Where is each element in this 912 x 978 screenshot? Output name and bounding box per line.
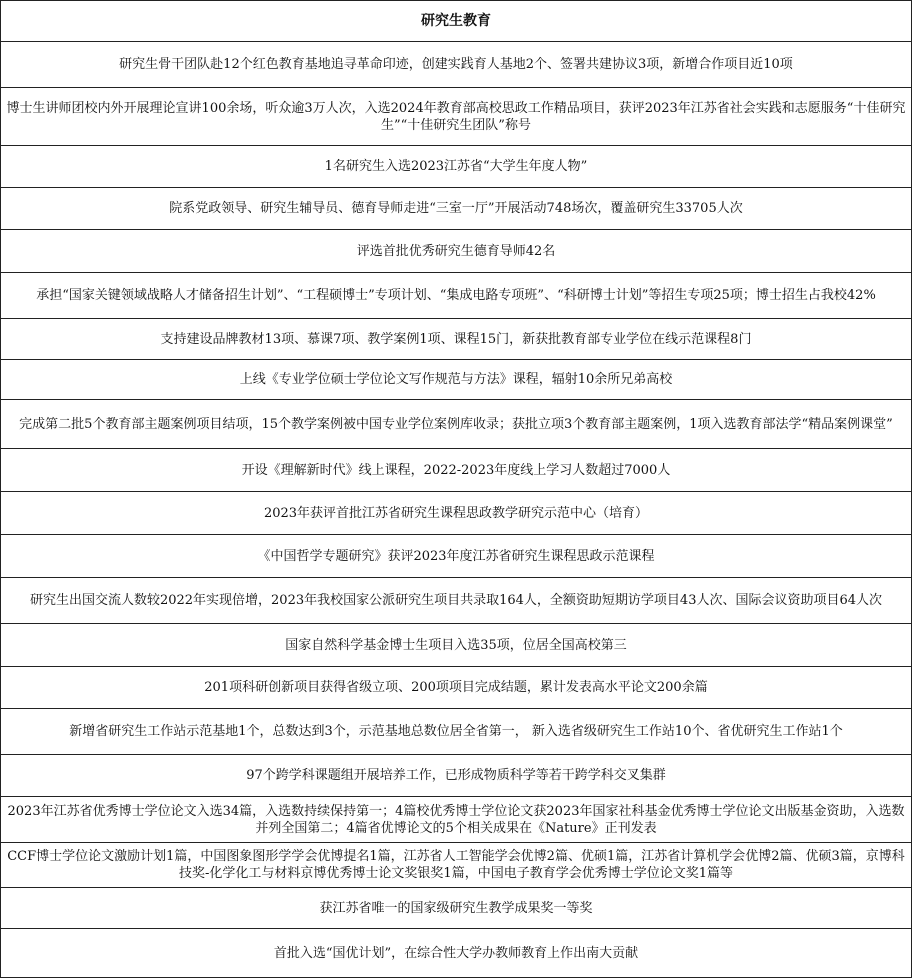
row-text: 开设《理解新时代》线上课程，2022-2023年度线上学习人数超过7000人: [1, 449, 912, 492]
table-row: [1, 400, 912, 449]
table-row: [1, 755, 912, 797]
table-row: [1, 667, 912, 709]
table-row: [1, 888, 912, 929]
row-text: 2023年获评首批江苏省研究生课程思政教学研究示范中心（培育）: [1, 492, 912, 535]
table-title: 研究生教育: [1, 1, 912, 42]
row-text: 97个跨学科课题组开展培养工作，已形成物质科学等若干跨学科交叉集群: [1, 755, 912, 797]
row-text: 1名研究生入选2023江苏省“大学生年度人物”: [1, 146, 912, 188]
table-row: [1, 88, 912, 146]
table-row: [1, 535, 912, 578]
row-text: 研究生出国交流人数较2022年实现倍增，2023年我校国家公派研究生项目共录取164人，全额资助短期访学项目43人次、国际会议资助项目64人次: [1, 578, 912, 624]
row-text: 完成第二批5个教育部主题案例项目结项，15个教学案例被中国专业学位案例库收录；获批立项3个教育部主题案例，1项入选教育部法学“精品案例课堂”: [1, 400, 912, 449]
row-text: 新增省研究生工作站示范基地1个，总数达到3个，示范基地总数位居全省第一， 新入选省级研究生工作站10个、省优研究生工作站1个: [1, 709, 912, 755]
row-text: 获江苏省唯一的国家级研究生教学成果奖一等奖: [1, 888, 912, 929]
title-row: [1, 1, 912, 42]
row-text: CCF博士学位论文激励计划1篇，中国图象图形学学会优博提名1篇，江苏省人工智能学会优博2篇、优硕1篇，江苏省计算机学会优博2篇、优硕3篇，京博科技奖-化学化工与材料京博优秀博士论文奖银奖1篇，中国电子教育学会优秀博士学位论文奖1篇等: [1, 843, 912, 888]
table-row: [1, 230, 912, 273]
table-row: [1, 624, 912, 667]
table-row: [1, 146, 912, 188]
table-row: [1, 319, 912, 360]
table-row: [1, 360, 912, 400]
table-row: [1, 797, 912, 843]
row-text: 院系党政领导、研究生辅导员、德育导师走进“三室一厅”开展活动748场次，覆盖研究生33705人次: [1, 188, 912, 230]
table-row: [1, 273, 912, 319]
row-text: 国家自然科学基金博士生项目入选35项，位居全国高校第三: [1, 624, 912, 667]
row-text: 研究生骨干团队赴12个红色教育基地追寻革命印迹，创建实践育人基地2个、签署共建协议3项，新增合作项目近10项: [1, 42, 912, 88]
row-text: 上线《专业学位硕士学位论文写作规范与方法》课程，辐射10余所兄弟高校: [1, 360, 912, 400]
row-text: 评选首批优秀研究生德育导师42名: [1, 230, 912, 273]
row-text: 支持建设品牌教材13项、慕课7项、教学案例1项、课程15门，新获批教育部专业学位在线示范课程8门: [1, 319, 912, 360]
row-text: 201项科研创新项目获得省级立项、200项项目完成结题，累计发表高水平论文200余篇: [1, 667, 912, 709]
row-text: 博士生讲师团校内外开展理论宣讲100余场，听众逾3万人次，入选2024年教育部高校思政工作精品项目，获评2023年江苏省社会实践和志愿服务“十佳研究生”“十佳研究生团队”称号: [1, 88, 912, 146]
table-row: [1, 843, 912, 888]
row-text: 承担“国家关键领域战略人才储备招生计划”、“工程硕博士”专项计划、“集成电路专项班”、“科研博士计划”等招生专项25项；博士招生占我校42%: [1, 273, 912, 319]
table-row: [1, 709, 912, 755]
table-row: [1, 578, 912, 624]
row-text: 《中国哲学专题研究》获评2023年度江苏省研究生课程思政示范课程: [1, 535, 912, 578]
table-row: [1, 492, 912, 535]
table-row: [1, 42, 912, 88]
row-text: 2023年江苏省优秀博士学位论文入选34篇，入选数持续保持第一；4篇校优秀博士学位论文获2023年国家社科基金优秀博士学位论文出版基金资助，入选数并列全国第二；4篇省优博论文的5个相关成果在《Nature》正刊发表: [1, 797, 912, 843]
table-row: [1, 929, 912, 978]
row-text: 首批入选“国优计划”，在综合性大学办教师教育上作出南大贡献: [1, 929, 912, 978]
table-row: [1, 188, 912, 230]
table-row: [1, 449, 912, 492]
